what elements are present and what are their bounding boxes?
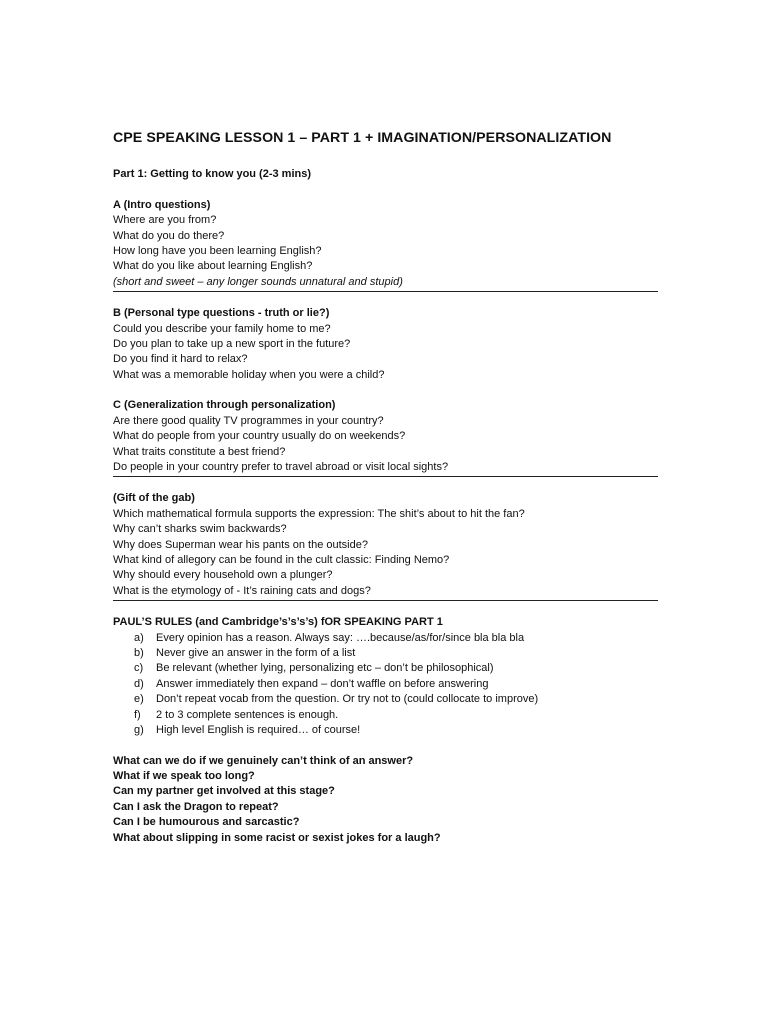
section-b <box>113 306 658 383</box>
page-title: CPE SPEAKING LESSON 1 – PART 1 + IMAGINATION/PERSONALIZATION <box>113 130 612 146</box>
question-item: What do you like about learning English? <box>113 260 313 273</box>
question-item: What kind of allegory can be found in the cult classic: Finding Nemo? <box>113 553 450 566</box>
rule-marker: g) <box>134 723 144 736</box>
rule-item <box>113 646 658 661</box>
question-item: What is the etymology of - It’s raining cats and dogs? <box>113 584 371 597</box>
question-item: What traits constitute a best friend? <box>113 445 286 458</box>
rule-item <box>113 708 658 723</box>
spacer <box>113 383 658 398</box>
question-item: Why does Superman wear his pants on the outside? <box>113 538 368 551</box>
rule-text: Every opinion has a reason. Always say: ….because/as/for/since bla bla bla <box>156 631 525 644</box>
rule-item <box>113 631 658 646</box>
question-item: Could you describe your family home to me? <box>113 322 331 335</box>
rule-marker: e) <box>134 693 144 706</box>
question-item: Do you plan to take up a new sport in the future? <box>113 337 351 350</box>
rule-marker: b) <box>134 646 144 659</box>
final-question: What can we do if we genuinely can’t think of an answer? <box>113 754 414 767</box>
final-question: What about slipping in some racist or sexist jokes for a laugh? <box>113 831 441 844</box>
final-question: What if we speak too long? <box>113 770 255 783</box>
final-question: Can my partner get involved at this stage? <box>113 785 335 798</box>
question-item: Where are you from? <box>113 214 217 227</box>
section-c-heading: C (Generalization through personalization) <box>113 399 336 412</box>
rule-text: Don’t repeat vocab from the question. Or try not to (could collocate to improve) <box>156 693 539 706</box>
question-item: What do you do there? <box>113 229 225 242</box>
question-item: What do people from your country usually do on weekends? <box>113 430 406 443</box>
question-item: Do people in your country prefer to travel abroad or visit local sights? <box>113 461 449 474</box>
section-a-note: (short and sweet – any longer sounds unnatural and stupid) <box>113 275 403 288</box>
rule-marker: a) <box>134 631 144 644</box>
rule-item <box>113 661 658 676</box>
rule-text: 2 to 3 complete sentences is enough. <box>156 708 339 721</box>
question-item: Why should every household own a plunger? <box>113 569 333 582</box>
section-gift-of-the-gab <box>113 491 658 601</box>
question-item: Do you find it hard to relax? <box>113 353 248 366</box>
final-questions <box>113 754 658 846</box>
section-a-heading: A (Intro questions) <box>113 198 211 211</box>
section-c <box>113 398 658 477</box>
final-question: Can I ask the Dragon to repeat? <box>113 800 279 813</box>
rules-heading: PAUL’S RULES (and Cambridge’s’s’s’s) fOR SPEAKING PART 1 <box>113 616 443 629</box>
question-item: Why can’t sharks swim backwards? <box>113 523 287 536</box>
rule-item <box>113 723 658 738</box>
rule-marker: d) <box>134 677 144 690</box>
rule-text: High level English is required… of course! <box>156 723 361 736</box>
rule-text: Be relevant (whether lying, personalizing etc – don’t be philosophical) <box>156 662 494 675</box>
rule-item <box>113 692 658 707</box>
rule-text: Answer immediately then expand – don’t waffle on before answering <box>156 677 489 690</box>
question-item: What was a memorable holiday when you were a child? <box>113 368 385 381</box>
rule-item <box>113 677 658 692</box>
part1-heading: Part 1: Getting to know you (2-3 mins) <box>113 168 312 180</box>
spacer <box>113 738 658 753</box>
rule-marker: c) <box>134 662 144 675</box>
question-item: Are there good quality TV programmes in your country? <box>113 414 384 427</box>
section-a <box>113 198 658 292</box>
final-question: Can I be humourous and sarcastic? <box>113 816 300 829</box>
rule-marker: f) <box>134 708 141 721</box>
document-body <box>113 167 658 846</box>
question-item: How long have you been learning English? <box>113 244 322 257</box>
section-gab-heading: (Gift of the gab) <box>113 492 195 505</box>
question-item: Which mathematical formula supports the expression: The shit’s about to hit the fan? <box>113 507 525 520</box>
spacer <box>113 182 658 197</box>
rules-section <box>113 615 658 738</box>
section-b-heading: B (Personal type questions - truth or lie?) <box>113 307 330 320</box>
rule-text: Never give an answer in the form of a list <box>156 646 356 659</box>
rules-list <box>113 631 658 739</box>
